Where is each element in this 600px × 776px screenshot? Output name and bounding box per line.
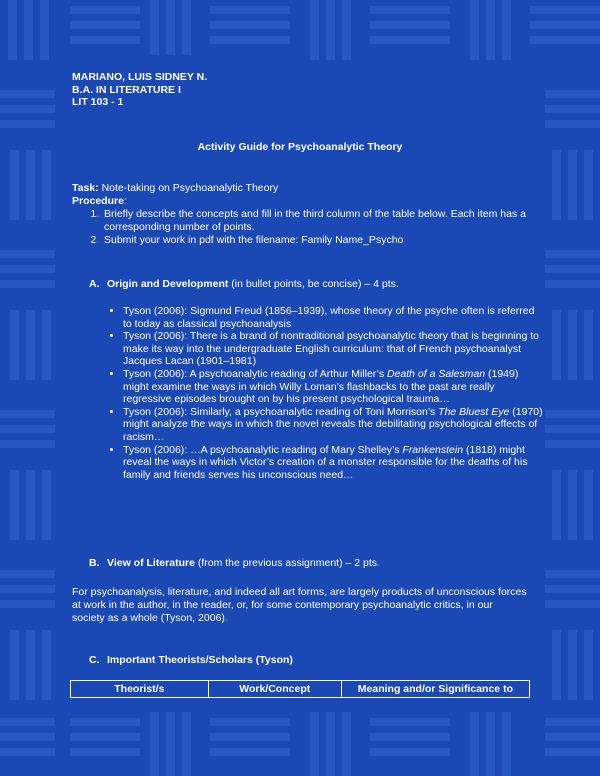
- section-b-title: View of Literature: [107, 557, 195, 569]
- task-block: Task: Note-taking on Psychoanalytic Theory Procedure: 1. Briefly describe the concepts and fill in the third column of the table below. Each item has a corresponding number of points. 2. Submit your work in pdf with the filename: Family Name_Psycho: [72, 182, 542, 247]
- column-header-work: Work/Concept: [208, 681, 341, 698]
- procedure-list: [72, 208, 542, 247]
- procedure-label: Procedure: [72, 195, 124, 207]
- view-of-literature-paragraph: For psychoanalysis, literature, and indeed all art forms, are largely products of unconscious forces at work in the author, in the reader, or, for some contemporary psychoanalytic critics, in our society as a whole (Tyson, 2006).: [72, 586, 527, 625]
- section-c-title: Important Theorists/Scholars (Tyson): [107, 654, 293, 666]
- theorists-table: [70, 680, 530, 698]
- list-item: • Tyson (2006): …A psychoanalytic reading of Mary Shelley’s Frankenstein (1818) might reveal the ways in which Victor’s creation of a monster responsible for the deaths of his family and friends serves his unconscious need…: [123, 444, 543, 482]
- origin-bullet-list: [108, 305, 543, 481]
- section-c-letter: C.: [89, 654, 100, 666]
- list-item: • Tyson (2006): Sigmund Freud (1856–1939), whose theory of the psyche often is referred to today as classical psychoanalysis: [123, 305, 543, 330]
- course-code: LIT 103 - 1: [72, 96, 124, 108]
- student-name: MARIANO, LUIS SIDNEY N.: [72, 71, 208, 83]
- procedure-step: 1. Briefly describe the concepts and fill in the third column of the table below. Each item has a corresponding number of points.: [102, 208, 542, 234]
- section-a-note: (in bullet points, be concise) – 4 pts.: [231, 278, 399, 290]
- task-text: Note-taking on Psychoanalytic Theory: [101, 182, 279, 194]
- table-header-row: [71, 681, 530, 698]
- section-a-heading: [89, 278, 399, 290]
- section-b-heading: [89, 557, 380, 569]
- task-label: Task:: [72, 182, 99, 194]
- list-item: • Tyson (2006): Similarly, a psychoanalytic reading of Toni Morrison’s The Bluest Eye (1970) might analyze the ways in which the novel reveals the debilitating psychological effects of racism…: [123, 406, 543, 444]
- student-program: B.A. IN LITERATURE I: [72, 83, 181, 96]
- document-title: Activity Guide for Psychoanalytic Theory: [197, 141, 403, 153]
- section-a-letter: A.: [89, 278, 100, 290]
- section-c-heading: [89, 654, 293, 666]
- section-b-note: (from the previous assignment) – 2 pts.: [197, 557, 380, 569]
- section-a-title: Origin and Development: [107, 278, 229, 290]
- section-b-letter: B.: [89, 557, 100, 569]
- column-header-meaning: Meaning and/or Significance to: [341, 681, 529, 698]
- procedure-step: 2. Submit your work in pdf with the filename: Family Name_Psycho: [102, 234, 542, 247]
- list-item: • Tyson (2006): There is a brand of nontraditional psychoanalytic theory that is beginning to make its way into the undergraduate English curriculum: that of French psychoanalyst Jacques Lacan (1901–1981): [123, 330, 543, 368]
- list-item: • Tyson (2006): A psychoanalytic reading of Arthur Miller’s Death of a Salesman (1949) might examine the ways in which Willy Loman’s flashbacks to the past are really regressive episodes brought on by his present psychological trauma…: [123, 368, 543, 406]
- column-header-theorist: Theorist/s: [71, 681, 209, 698]
- student-header: [72, 71, 207, 109]
